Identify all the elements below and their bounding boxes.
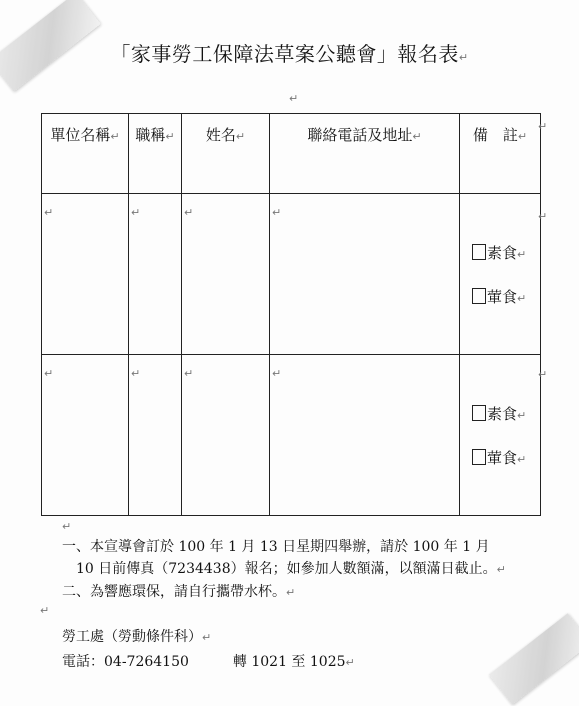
header-organization: 單位名稱↵ <box>42 114 129 194</box>
note-line: 一、本宣導會訂於 100 年 1 月 13 日星期四舉辦，請於 100 年 1 月 <box>62 539 490 555</box>
header-job-title: 職稱↵ <box>129 114 182 194</box>
header-name: 姓名↵ <box>182 114 270 194</box>
office-line: 勞工處（勞動條件科）↵ <box>62 629 212 645</box>
table-row <box>42 355 541 516</box>
table-header-row <box>42 114 541 194</box>
extension: 轉 1021 至 1025 <box>232 654 346 670</box>
job-title-cell[interactable]: ↵ <box>129 355 182 516</box>
remarks-cell <box>460 194 541 355</box>
note-line: 10 日前傳真（7234438）報名；如參加人數額滿，以額滿日截止。↵ <box>76 561 506 577</box>
non-vegetarian-option[interactable]: 葷食↵ <box>472 286 526 307</box>
vegetarian-option[interactable]: 素食↵ <box>472 242 526 263</box>
vegetarian-option[interactable]: 素食↵ <box>472 403 526 424</box>
phone-line: 電話：04-7264150 轉 1021 至 1025↵ <box>62 650 355 675</box>
contact-cell[interactable]: ↵ <box>270 355 460 516</box>
organization-cell[interactable]: ↵ <box>42 355 129 516</box>
contact-info <box>62 625 355 675</box>
checkbox[interactable] <box>472 405 486 421</box>
form-title: 「家事勞工保障法草案公聽會」報名表↵ <box>110 42 469 66</box>
job-title-cell[interactable]: ↵ <box>129 194 182 355</box>
paragraph-mark: ↵ <box>62 520 72 533</box>
name-cell[interactable]: ↵ <box>182 194 270 355</box>
checkbox[interactable] <box>472 449 486 465</box>
checkbox[interactable] <box>472 244 486 260</box>
table-row <box>42 194 541 355</box>
header-contact: 聯絡電話及地址↵ <box>270 114 460 194</box>
contact-cell[interactable]: ↵ <box>270 194 460 355</box>
notes <box>62 536 542 604</box>
paragraph-mark: ↵ <box>289 92 299 105</box>
checkbox[interactable] <box>472 288 486 304</box>
paragraph-mark: ↵ <box>538 120 548 133</box>
remarks-cell <box>460 355 541 516</box>
paragraph-mark: ↵ <box>538 210 548 223</box>
header-remarks: 備 註↵ <box>460 114 541 194</box>
paragraph-mark: ↵ <box>40 604 50 617</box>
non-vegetarian-option[interactable]: 葷食↵ <box>472 447 526 468</box>
registration-table <box>41 113 541 516</box>
note-line: 二、為響應環保，請自行攜帶水杯。↵ <box>62 584 296 600</box>
tape-decoration <box>489 613 579 705</box>
name-cell[interactable]: ↵ <box>182 355 270 516</box>
organization-cell[interactable]: ↵ <box>42 194 129 355</box>
paragraph-mark: ↵ <box>538 368 548 381</box>
